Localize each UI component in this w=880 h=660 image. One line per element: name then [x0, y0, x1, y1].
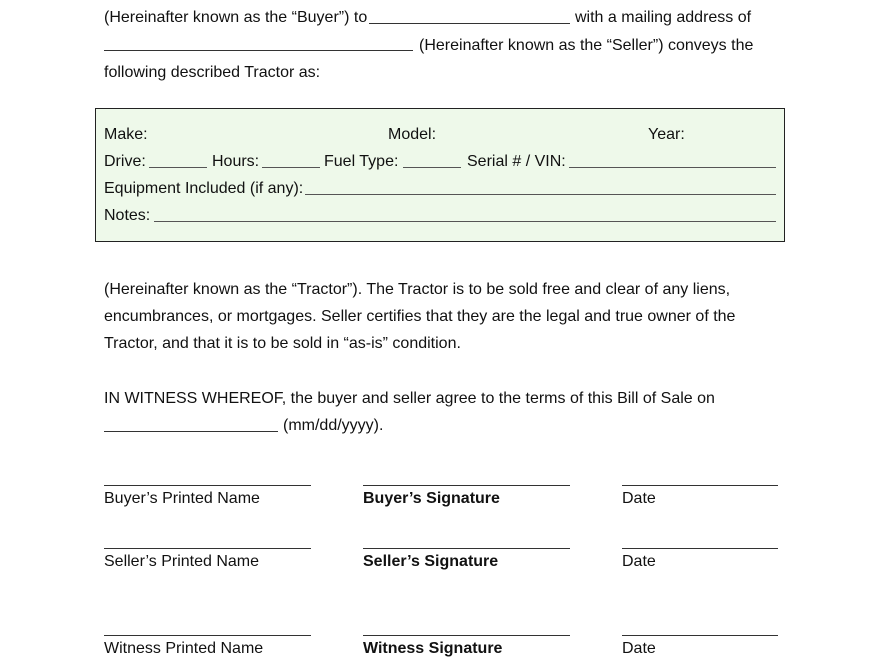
intro-described-text: following described Tractor as: — [104, 64, 321, 81]
witness-printed-name-line[interactable] — [104, 635, 311, 636]
drive-label: Drive: — [104, 153, 146, 170]
buyer-signature-label: Buyer’s Signature — [363, 490, 500, 507]
terms-line-2: encumbrances, or mortgages. Seller certifies that they are the legal and true owner of the — [104, 308, 736, 325]
serial-vin-field[interactable] — [569, 167, 776, 168]
fuel-type-field[interactable] — [403, 167, 461, 168]
make-label: Make: — [104, 126, 148, 143]
seller-date-line[interactable] — [622, 548, 778, 549]
hours-label: Hours: — [212, 153, 260, 170]
witness-date-line[interactable] — [622, 635, 778, 636]
witness-date-label: Date — [622, 640, 656, 657]
intro-seller-text: (Hereinafter known as the “Seller”) conveys the — [419, 37, 754, 54]
witness-clause: IN WITNESS WHEREOF, the buyer and seller agree to the terms of this Bill of Sale on — [104, 390, 715, 407]
buyer-date-line[interactable] — [622, 485, 778, 486]
buyer-date-label: Date — [622, 490, 656, 507]
model-label: Model: — [388, 126, 437, 143]
seller-printed-name-line[interactable] — [104, 548, 311, 549]
seller-address-line[interactable] — [104, 50, 413, 51]
witness-printed-name-label: Witness Printed Name — [104, 640, 264, 657]
notes-label: Notes: — [104, 207, 151, 224]
seller-date-label: Date — [622, 553, 656, 570]
tractor-details-box — [95, 108, 785, 242]
hours-field[interactable] — [262, 167, 320, 168]
sale-date-line[interactable] — [104, 431, 278, 432]
fuel-type-label: Fuel Type: — [324, 153, 399, 170]
seller-printed-name-label: Seller’s Printed Name — [104, 553, 260, 570]
date-format-hint: (mm/dd/yyyy). — [283, 417, 384, 434]
intro-mailing-text: with a mailing address of — [575, 9, 752, 26]
seller-name-line[interactable] — [369, 23, 570, 24]
drive-field[interactable] — [149, 167, 207, 168]
notes-field[interactable] — [154, 221, 776, 222]
buyer-printed-name-line[interactable] — [104, 485, 311, 486]
equipment-label: Equipment Included (if any): — [104, 180, 304, 197]
year-label: Year: — [648, 126, 685, 143]
seller-signature-line[interactable] — [363, 548, 570, 549]
equipment-field[interactable] — [305, 194, 776, 195]
terms-line-3: Tractor, and that it is to be sold in “as-is” condition. — [104, 335, 461, 352]
terms-line-1: (Hereinafter known as the “Tractor”). The Tractor is to be sold free and clear of any liens, — [104, 281, 731, 298]
witness-signature-line[interactable] — [363, 635, 570, 636]
buyer-printed-name-label: Buyer’s Printed Name — [104, 490, 260, 507]
buyer-signature-line[interactable] — [363, 485, 570, 486]
seller-signature-label: Seller’s Signature — [363, 553, 499, 570]
serial-vin-label: Serial # / VIN: — [467, 153, 566, 170]
intro-buyer-text: (Hereinafter known as the “Buyer”) to — [104, 9, 368, 26]
witness-signature-label: Witness Signature — [363, 640, 503, 657]
